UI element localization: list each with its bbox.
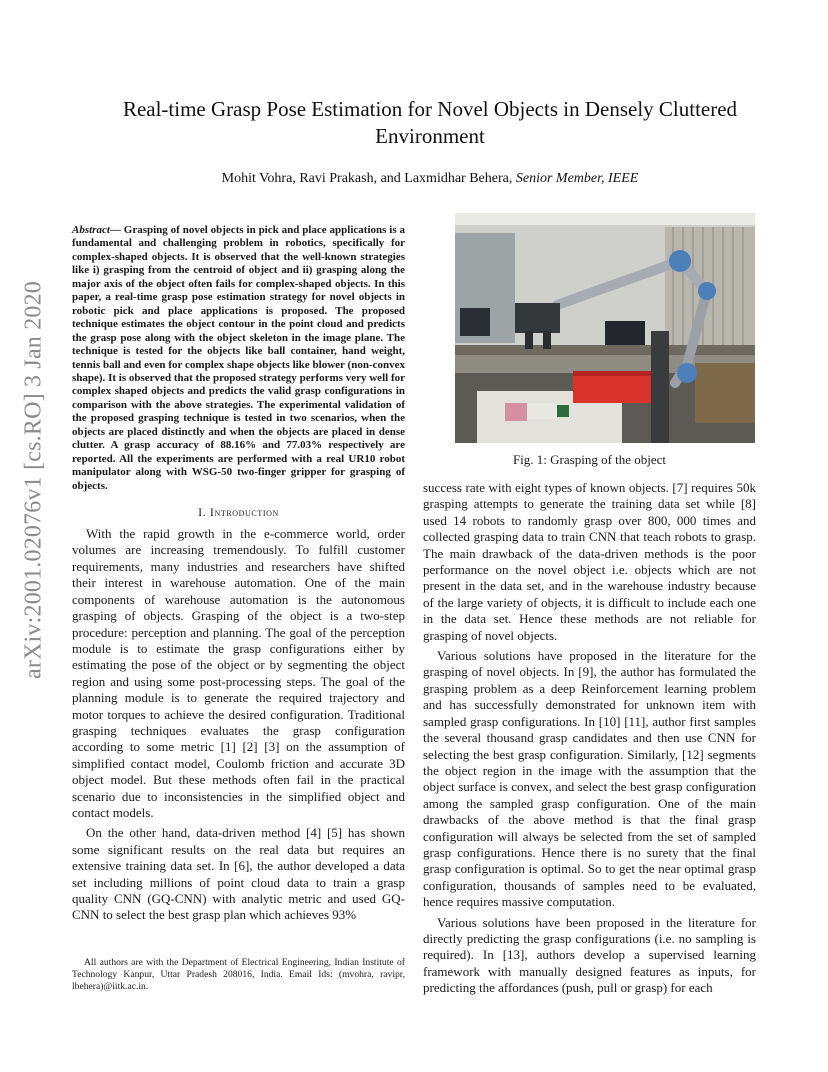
abstract-label: Abstract (72, 224, 110, 236)
section-title: Introduction (209, 505, 279, 520)
arxiv-identifier-stamp (12, 280, 56, 680)
left-column (72, 224, 405, 928)
figure-1-caption: Fig. 1: Grasping of the object (512, 452, 667, 467)
section-heading-introduction (72, 505, 405, 520)
intro-paragraph-1: With the rapid growth in the e-commerce world, order volumes are increasing tremendously. To fulfill customer requirements, many industries and researchers have shifted their interest in warehouse automation. One of the main components of warehouse automation is the autonomous grasping of objects. Grasping of the object is a two-step procedure: perception and planning. The goal of the perception module is to estimate the grasp configurations either by estimating the pose of the object or by segmenting the object region and using some post-processing steps. The goal of the planning module is to generate the required trajectory and motor torques to achieve the desired configuration. Traditional grasping techniques evaluates the grasp configuration according to some metric [1] [2] [3] on the assumption of simplified contact model, Coulomb friction and accurate 3D object model. But these methods often fail in the practical scenario due to inconsistencies in the simplified object and contact models. (72, 526, 405, 820)
abstract-text: — Grasping of novel objects in pick and place applications is a fundamental and challenging problem in robotics, specifically for complex-shaped objects. It is observed that the well-known strategies like i) grasping from the centroid of object and ii) grasping along the major axis of the object often fails for complex-shaped objects. In this paper, a real-time grasp pose estimation strategy for novel objects in robotic pick and place applications is proposed. The proposed technique estimates the object contour in the point cloud and predicts the grasp pose along with the object skeleton in the image plane. The technique is tested for the objects like ball container, hand weight, tennis ball and even for complex shape objects like blower (non-convex shape). It is observed that the proposed strategy performs very well for complex shaped objects and predicts the valid grasp configurations in comparison with the above strategies. The experimental validation of the proposed grasping technique is tested in two scenarios, when the objects are placed distinctly and when the objects are placed in dense clutter. A grasp accuracy of 88.16% and 77.03% respectively are reported. All the experiments are performed with a real UR10 robot manipulator along with WSG-50 two-finger gripper for grasping of objects. (72, 224, 405, 492)
section-number: I. (198, 505, 207, 520)
author-names: Mohit Vohra, Ravi Prakash, and Laxmidhar Behera, (221, 171, 513, 186)
arxiv-identifier-text: arXiv:2001.02076v1 [cs.RO] 3 Jan 2020 (20, 280, 47, 680)
right-column (423, 213, 756, 1001)
right-paragraph-1: success rate with eight types of known objects. [7] requires 50k grasping attempts to generate the training data set while [8] used 14 robots to randomly grasp over 800, 000 times and collected grasping data to train CNN that teach robots to grasp. The main drawback of the data-driven methods is the poor performance on the novel object i.e. objects which are not present in the data set, and in the warehouse industry because of the large variety of objects, it is difficult to include each one in the data set. Hence these methods are not reliable for grasping of novel objects. (423, 480, 756, 643)
affiliation-footnote: All authors are with the Department of Electrical Engineering, Indian Institute of Technology Kanpur, Uttar Pradesh 208016, India. Email Ids: (mvohra, ravipr, lbehera)@iitk.ac.in. (72, 957, 405, 992)
paper-title: Real-time Grasp Pose Estimation for Novel Objects in Densely Cluttered Environment (122, 97, 738, 148)
abstract (72, 224, 405, 493)
author-role: Senior Member, IEEE (515, 171, 639, 186)
right-paragraph-2: Various solutions have proposed in the literature for the grasping of novel objects. In [9], the author has formulated the grasping problem as a deep Reinforcement learning problem and has successfully demonstrated for unknown item with sampled grasp configurations. In [10] [11], author first samples the several thousand grasp candidates and then use CNN for selecting the best grasp configuration. Similarly, [12] segments the object region in the image with the assumption that the object surface is convex, and select the best grasp configuration among the sampled grasp configuration. One of the main drawbacks of the above method is that the final grasp configuration will always be selected from the set of sampled grasp configurations. Hence there is no surety that the final grasp configuration is optimal. So to get the near optimal grasp configuration, thousands of samples need to be evaluated, hence requires massive computation. (423, 648, 756, 910)
intro-paragraph-2: On the other hand, data-driven method [4] [5] has shown some significant results on the real data but requires an extensive training data set. In [6], the author developed a data set including millions of point cloud data to train a grasp quality CNN (GQ-CNN) with analytic metric and used GQ-CNN to select the best grasp plan which achieves 93% (72, 825, 405, 923)
right-paragraph-3: Various solutions have been proposed in the literature for directly predicting the grasp configurations (i.e. no sampling is required). In [13], authors develop a supervised learning framework with manually designed features as inputs, for predicting the affordances (push, pull or grasp) for each (423, 914, 756, 996)
author-line (70, 171, 790, 187)
robot-grasping-photo (455, 213, 755, 443)
figure-1-photo (423, 213, 756, 443)
